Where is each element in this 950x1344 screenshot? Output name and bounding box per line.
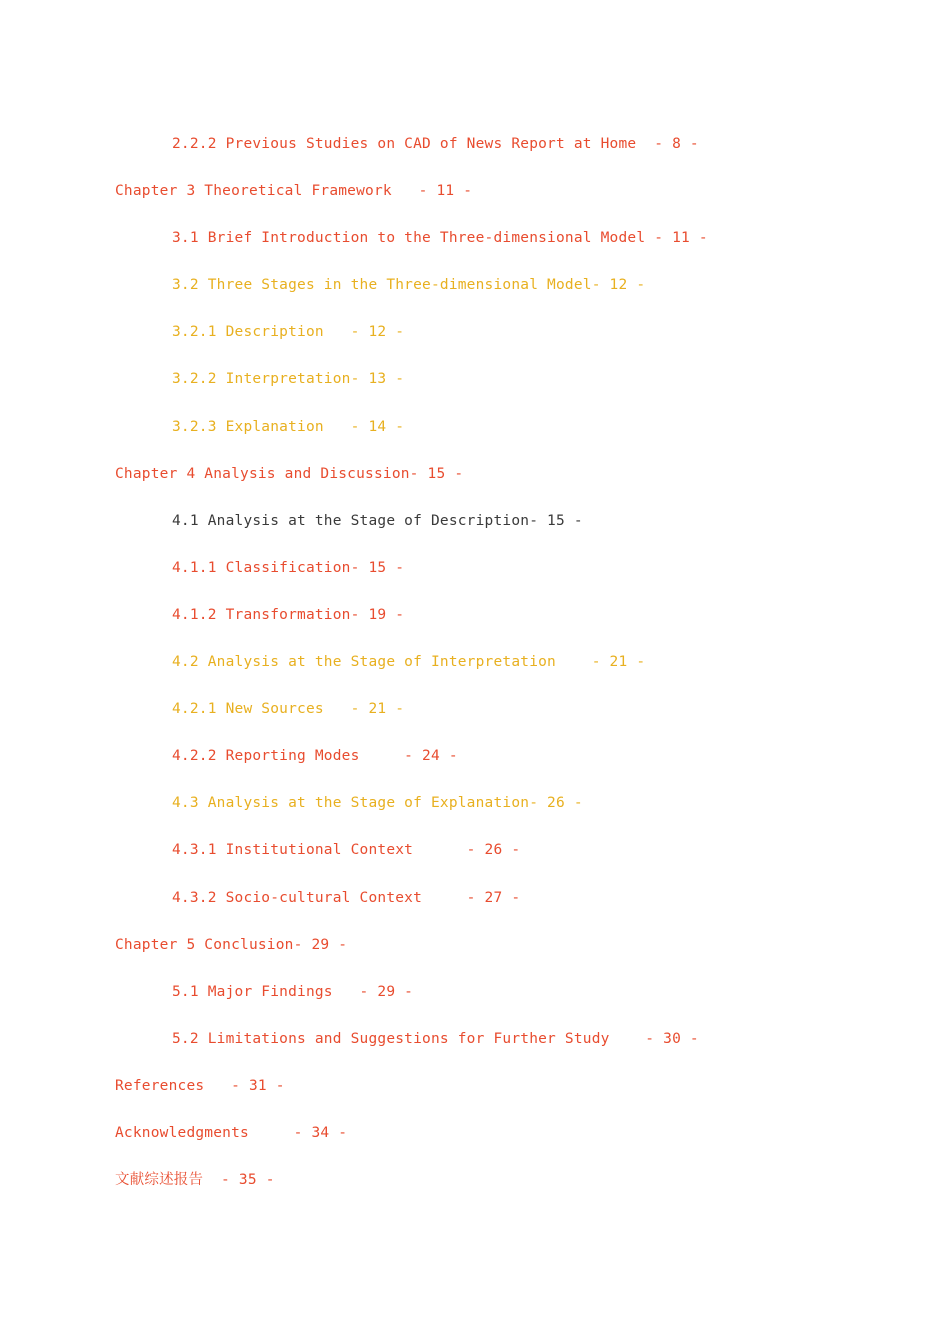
toc-entry[interactable]: 4.2.1 New Sources - 21 - <box>172 701 405 718</box>
toc-entry[interactable]: 4.2 Analysis at the Stage of Interpretation - 21 - <box>172 654 646 671</box>
toc-entry[interactable]: 4.3 Analysis at the Stage of Explanation- 26 - <box>172 795 583 812</box>
toc-entry[interactable]: 4.2.2 Reporting Modes - 24 - <box>172 748 458 765</box>
toc-entry[interactable]: 文献综述报告 - 35 - <box>115 1172 275 1189</box>
table-of-contents <box>0 133 950 1216</box>
toc-entry[interactable]: Acknowledgments - 34 - <box>115 1124 348 1141</box>
toc-entry[interactable]: Chapter 4 Analysis and Discussion- 15 - <box>115 465 464 482</box>
toc-entry[interactable]: 3.2.1 Description - 12 - <box>172 324 405 341</box>
toc-entry[interactable]: 3.2.3 Explanation - 14 - <box>172 418 405 435</box>
toc-entry[interactable]: References - 31 - <box>115 1077 285 1094</box>
toc-entry[interactable]: 4.1.1 Classification- 15 - <box>172 559 405 576</box>
toc-entry[interactable]: 4.1 Analysis at the Stage of Description- 15 - <box>172 512 583 529</box>
toc-entry[interactable]: 2.2.2 Previous Studies on CAD of News Report at Home - 8 - <box>172 136 699 152</box>
toc-entry[interactable]: 5.2 Limitations and Suggestions for Further Study - 30 - <box>172 1030 699 1047</box>
toc-entry[interactable]: Chapter 5 Conclusion- 29 - <box>115 936 348 953</box>
toc-entry[interactable]: 3.1 Brief Introduction to the Three-dimensional Model - 11 - <box>172 230 708 247</box>
toc-entry[interactable]: 4.3.2 Socio-cultural Context - 27 - <box>172 889 521 906</box>
toc-entry[interactable]: 5.1 Major Findings - 29 - <box>172 983 414 1000</box>
toc-entry[interactable]: 4.1.2 Transformation- 19 - <box>172 606 405 623</box>
toc-entry[interactable]: 4.3.1 Institutional Context - 26 - <box>172 842 521 859</box>
toc-entry[interactable]: 3.2.2 Interpretation- 13 - <box>172 371 405 388</box>
toc-entry[interactable]: 3.2 Three Stages in the Three-dimensional Model- 12 - <box>172 277 646 294</box>
toc-entry[interactable]: Chapter 3 Theoretical Framework - 11 - <box>115 183 473 200</box>
